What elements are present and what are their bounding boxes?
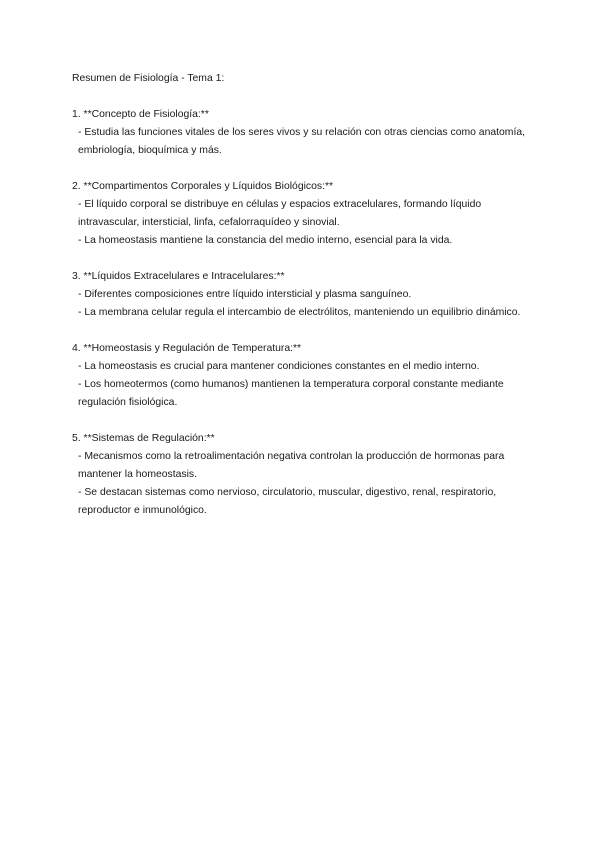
section-bullet: - El líquido corporal se distribuye en células y espacios extracelulares, formando líquido intravascular, intersticial, linfa, cefalorraquídeo y sinovial. xyxy=(78,199,482,228)
section-bullet: - Diferentes composiciones entre líquido intersticial y plasma sanguíneo. xyxy=(78,289,412,300)
spacer xyxy=(72,412,532,430)
section-bullet: - Se destacan sistemas como nervioso, circulatorio, muscular, digestivo, renal, respiratorio, reproductor e inmunológico. xyxy=(78,487,497,516)
spacer xyxy=(72,250,532,268)
section-bullet: - La homeostasis mantiene la constancia del medio interno, esencial para la vida. xyxy=(78,235,453,246)
section-sistemas xyxy=(72,430,532,520)
section-concepto xyxy=(72,106,532,160)
section-bullet: - Mecanismos como la retroalimentación negativa controlan la producción de hormonas para mantener la homeostasis. xyxy=(78,451,505,480)
spacer xyxy=(72,160,532,178)
section-bullet: - La membrana celular regula el intercambio de electrólitos, manteniendo un equilibrio dinámico. xyxy=(78,307,521,318)
section-homeostasis xyxy=(72,340,532,412)
section-heading: 5. **Sistemas de Regulación:** xyxy=(72,433,215,444)
section-compartimentos xyxy=(72,178,532,250)
section-heading: 2. **Compartimentos Corporales y Líquidos Biológicos:** xyxy=(72,181,334,192)
section-bullet: - Estudia las funciones vitales de los seres vivos y su relación con otras ciencias como anatomía, embriología, bioquímica y más. xyxy=(78,127,526,156)
document-title: Resumen de Fisiología - Tema 1: xyxy=(72,73,225,84)
document-body xyxy=(72,70,532,520)
section-bullet: - Los homeotermos (como humanos) mantienen la temperatura corporal constante mediante regulación fisiológica. xyxy=(78,379,504,408)
section-bullet: - La homeostasis es crucial para mantener condiciones constantes en el medio interno. xyxy=(78,361,480,372)
spacer xyxy=(72,88,532,106)
section-heading: 4. **Homeostasis y Regulación de Temperatura:** xyxy=(72,343,302,354)
section-heading: 3. **Líquidos Extracelulares e Intracelulares:** xyxy=(72,271,285,282)
section-liquidos xyxy=(72,268,532,322)
spacer xyxy=(72,322,532,340)
section-heading: 1. **Concepto de Fisiología:** xyxy=(72,109,209,120)
